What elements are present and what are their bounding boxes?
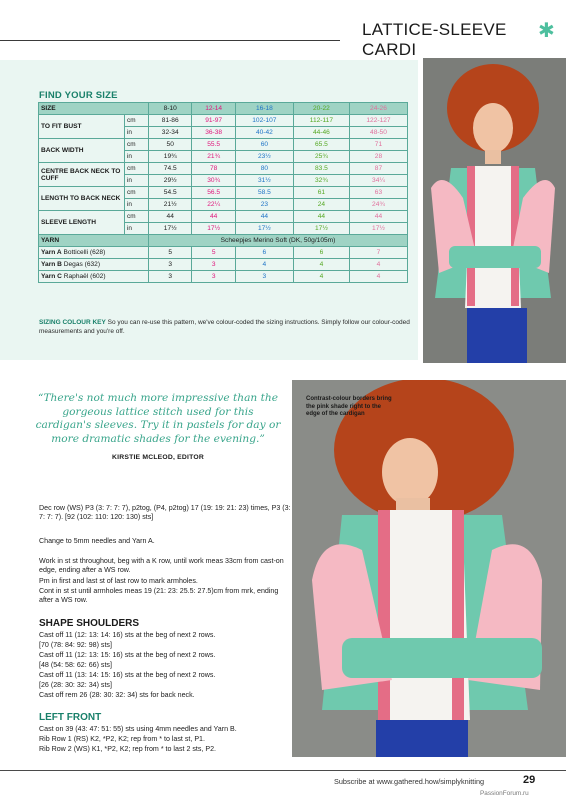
measurement-cell: 23 (235, 199, 293, 211)
measurement-cell: 21½ (149, 199, 192, 211)
page-title: LATTICE-SLEEVE CARDI (362, 20, 507, 59)
measurement-cell: 61 (293, 187, 349, 199)
measurement-row (39, 211, 408, 223)
measurement-cell: 34¼ (349, 175, 407, 187)
yarn-qty-cell: 5 (192, 247, 235, 259)
unit-label: in (125, 223, 149, 235)
measurement-cell: 54.5 (149, 187, 192, 199)
unit-label: cm (125, 211, 149, 223)
unit-label: in (125, 199, 149, 211)
yarn-qty-cell: 3 (192, 259, 235, 271)
yarn-qty-cell: 3 (192, 271, 235, 283)
measurement-label: TO FIT BUST (39, 115, 125, 139)
measurement-cell: 56.5 (192, 187, 235, 199)
yarn-qty-cell: 7 (349, 247, 407, 259)
yarn-shade: Degas (632) (63, 261, 101, 268)
measurement-cell: 31½ (235, 175, 293, 187)
measurement-cell: 21¾ (192, 151, 235, 163)
measurement-row (39, 187, 408, 199)
measurement-cell: 44 (235, 211, 293, 223)
footer-rule (0, 770, 566, 771)
shoulders-line-1: Cast off 11 (12: 13: 14: 16) sts at the beg of next 2 rows. (39, 631, 216, 639)
measurement-cell: 48-50 (349, 127, 407, 139)
measurement-cell: 44 (192, 211, 235, 223)
measurement-cell: 80 (235, 163, 293, 175)
shoulders-line-3: Cast off 11 (12: 13: 15: 16) sts at the beg of next 2 rows. (39, 651, 216, 659)
measurement-cell: 44 (293, 211, 349, 223)
unit-label: in (125, 127, 149, 139)
left-front-line-1: Cast on 39 (43: 47: 51: 55) sts using 4mm needles and Yarn B. (39, 725, 237, 733)
yarn-qty-cell: 4 (235, 259, 293, 271)
measurement-cell: 74.5 (149, 163, 192, 175)
left-front-line-3: Rib Row 2 (WS) K1, *P2, K2; rep from * to last 2 sts, P2. (39, 745, 217, 753)
yarn-qty-cell: 4 (293, 271, 349, 283)
measurement-cell: 17½ (235, 223, 293, 235)
size-col-3: 16-18 (235, 103, 293, 115)
measurement-cell: 40-42 (235, 127, 293, 139)
sizing-note-text: So you can re-use this pattern, we've colour-coded the sizing instructions. Simply follow our colour-coded measurements and you're off. (39, 319, 410, 335)
yarn-qty-cell: 4 (293, 259, 349, 271)
model-photo-bottom (292, 380, 566, 757)
sizing-note (39, 318, 411, 336)
left-front-heading: LEFT FRONT (39, 712, 102, 723)
measurement-cell: 19¾ (149, 151, 192, 163)
quote-author: KIRSTIE MCLEOD, EDITOR (112, 454, 204, 461)
subscribe-link[interactable]: Subscribe at www.gathered.how/simplyknitting (334, 777, 485, 786)
measurement-cell: 122-127 (349, 115, 407, 127)
measurement-label: LENGTH TO BACK NECK (39, 187, 125, 211)
yarn-qty-cell: 3 (235, 271, 293, 283)
unit-label: cm (125, 139, 149, 151)
editor-quote: “There's not much more impressive than the gorgeous lattice stitch used for this cardigan's sleeves. Try it in pastels for day or more dramatic shades for the evening.” (35, 392, 281, 445)
measurement-cell: 91-97 (192, 115, 235, 127)
measurement-label: SLEEVE LENGTH (39, 211, 125, 235)
yarn-qty-cell: 4 (349, 271, 407, 283)
measurement-row (39, 115, 408, 127)
measurement-cell: 60 (235, 139, 293, 151)
page-number: 29 (523, 774, 536, 786)
measurement-cell: 44 (349, 211, 407, 223)
table-header-row (39, 103, 408, 115)
unit-label: in (125, 151, 149, 163)
sizing-note-key: SIZING COLOUR KEY (39, 319, 106, 326)
size-col-4: 20-22 (293, 103, 349, 115)
change-needles-text: Change to 5mm needles and Yarn A. (39, 537, 155, 545)
measurement-cell: 83.5 (293, 163, 349, 175)
work-text: Work in st st throughout, beg with a K row, until work meas 33cm from cast-on edge, ending after a WS row. (39, 557, 284, 575)
model-illustration-top (423, 58, 566, 363)
header-rule (0, 40, 340, 41)
measurement-row (39, 163, 408, 175)
yarn-row (39, 247, 408, 259)
measurement-label: CENTRE BACK NECK TO CUFF (39, 163, 125, 187)
pm-text: Pm in first and last st of last row to mark armholes. (39, 577, 198, 585)
measurement-cell: 44 (149, 211, 192, 223)
shoulders-line-7: Cast off rem 26 (28: 30: 32: 34) sts for back neck. (39, 691, 195, 699)
dec-row-text: Dec row (WS) P3 (3: 7: 7: 7), p2tog, (P4, p2tog) 17 (19: 19: 21: 23) times, P3 (3: 7: 7: 7). [92 (102: 110: 120: 130) sts] (39, 504, 291, 522)
yarn-name: Scheepjes Merino Soft (DK, 50g/105m) (149, 235, 408, 247)
measurement-cell: 25¾ (293, 151, 349, 163)
measurement-cell: 29½ (149, 175, 192, 187)
yarn-qty-cell: 4 (349, 259, 407, 271)
unit-label: cm (125, 115, 149, 127)
measurement-cell: 65.5 (293, 139, 349, 151)
measurement-cell: 78 (192, 163, 235, 175)
left-front-line-2: Rib Row 1 (RS) K2, *P2, K2; rep from * to last st, P1. (39, 735, 205, 743)
star-icon: ✱ (538, 20, 555, 42)
measurement-cell: 36-38 (192, 127, 235, 139)
measurement-cell: 17½ (349, 223, 407, 235)
measurement-label: BACK WIDTH (39, 139, 125, 163)
size-col-2: 12-14 (192, 103, 235, 115)
measurement-cell: 63 (349, 187, 407, 199)
yarn-row-label (39, 271, 149, 283)
measurement-cell: 23½ (235, 151, 293, 163)
yarn-row (39, 259, 408, 271)
measurement-cell: 17½ (192, 223, 235, 235)
unit-label: cm (125, 163, 149, 175)
measurement-cell: 32-34 (149, 127, 192, 139)
unit-label: in (125, 175, 149, 187)
yarn-shade: Raphaël (602) (63, 273, 106, 280)
yarn-letter: Yarn A (41, 249, 62, 256)
yarn-qty-cell: 3 (149, 259, 192, 271)
measurement-cell: 30¾ (192, 175, 235, 187)
cont-text: Cont in st st until armholes meas 19 (21: 23: 25.5: 27.5)cm from mrk, ending after a WS row. (39, 587, 279, 605)
measurement-cell: 32¾ (293, 175, 349, 187)
yarn-qty-cell: 6 (293, 247, 349, 259)
measurement-cell: 87 (349, 163, 407, 175)
shoulders-line-5: Cast off 11 (13: 14: 15: 16) sts at the beg of next 2 rows. (39, 671, 216, 679)
model-illustration-bottom (292, 380, 566, 757)
yarn-letter: Yarn C (41, 273, 62, 280)
yarn-shade: Botticelli (628) (63, 249, 106, 256)
measurement-cell: 102-107 (235, 115, 293, 127)
measurement-cell: 28 (349, 151, 407, 163)
yarn-qty-cell: 5 (149, 247, 192, 259)
yarn-row-label (39, 247, 149, 259)
measurement-cell: 71 (349, 139, 407, 151)
measurement-cell: 22¼ (192, 199, 235, 211)
yarn-row (39, 271, 408, 283)
unit-label: cm (125, 187, 149, 199)
measurement-cell: 44-46 (293, 127, 349, 139)
model-photo-top (423, 58, 566, 363)
measurement-cell: 81-86 (149, 115, 192, 127)
size-label: SIZE (39, 103, 149, 115)
watermark: PassionForum.ru (480, 790, 529, 797)
yarn-label: YARN (39, 235, 149, 247)
measurement-cell: 17½ (149, 223, 192, 235)
shoulders-line-2: [70 (78: 84: 92: 98) sts] (39, 641, 112, 649)
yarn-row-label (39, 259, 149, 271)
size-col-5: 24-26 (349, 103, 407, 115)
yarn-qty-cell: 6 (235, 247, 293, 259)
photo-callout: Contrast-colour borders bring the pink shade right to the edge of the cardigan (306, 396, 392, 417)
measurement-cell: 50 (149, 139, 192, 151)
measurement-cell: 24¾ (349, 199, 407, 211)
measurement-cell: 17½ (293, 223, 349, 235)
size-table (38, 102, 408, 283)
measurement-cell: 58.5 (235, 187, 293, 199)
measurement-cell: 55.5 (192, 139, 235, 151)
measurement-cell: 24 (293, 199, 349, 211)
shoulders-line-4: [48 (54: 58: 62: 66) sts] (39, 661, 112, 669)
size-col-1: 8-10 (149, 103, 192, 115)
shape-shoulders-heading: SHAPE SHOULDERS (39, 618, 140, 629)
yarn-qty-cell: 3 (149, 271, 192, 283)
size-heading: FIND YOUR SIZE (39, 90, 118, 101)
measurement-cell: 112-117 (293, 115, 349, 127)
shoulders-line-6: [26 (28: 30: 32: 34) sts] (39, 681, 112, 689)
yarn-header-row (39, 235, 408, 247)
measurement-row (39, 139, 408, 151)
yarn-letter: Yarn B (41, 261, 62, 268)
